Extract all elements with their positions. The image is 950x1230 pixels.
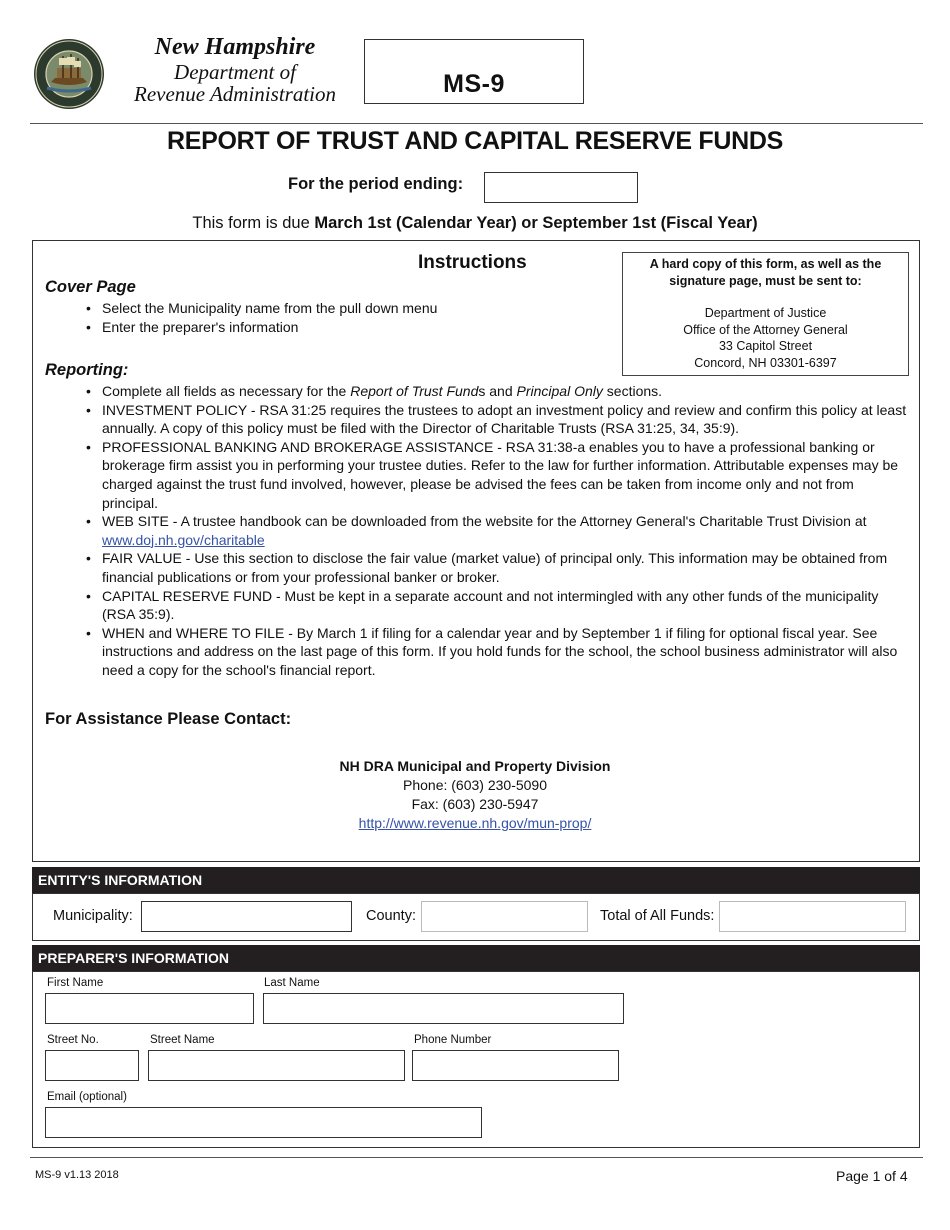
dept-line-2: Revenue Administration (134, 82, 336, 106)
assistance-contact (250, 757, 700, 833)
contact-phone: Phone: (603) 230-5090 (403, 777, 547, 793)
page-number: Page 1 of 4 (836, 1168, 908, 1184)
cover-page-heading: Cover Page (45, 278, 136, 296)
form-version: MS-9 v1.13 2018 (35, 1169, 119, 1181)
contact-fax: Fax: (603) 230-5947 (411, 796, 539, 812)
instructions-heading: Instructions (418, 252, 527, 273)
list-item: • INVESTMENT POLICY - RSA 31:25 requires the trustees to adopt an investment policy and review and confirm this policy at least annually. A copy of this policy must be filed with the Director of Charitable Trusts (RSA 31:25, 34, 35:9). (86, 401, 908, 438)
cover-page-list (86, 299, 606, 336)
due-date-notice (0, 214, 950, 233)
mailing-line-3: 33 Capitol Street (718, 339, 813, 353)
agency-name (130, 33, 340, 105)
list-item: • FAIR VALUE - Use this section to disclose the fair value (market value) of principal only. This information may be obtained from financial publications or from your professional banker or broker. (86, 549, 908, 586)
form-id: MS-9 (443, 70, 505, 98)
assistance-heading: For Assistance Please Contact: (45, 710, 292, 728)
due-dates: March 1st (Calendar Year) or September 1st (Fiscal Year) (314, 214, 758, 232)
dept-line-1: Department of (174, 60, 296, 84)
street-name-input[interactable] (148, 1050, 405, 1081)
page-title: REPORT OF TRUST AND CAPITAL RESERVE FUNDS (167, 127, 783, 155)
first-name-label: First Name (47, 977, 104, 989)
footer-divider (30, 1157, 923, 1158)
street-no-input[interactable] (45, 1050, 139, 1081)
list-item: • WEB SITE - A trustee handbook can be downloaded from the website for the Attorney General's Charitable Trust Division at www.doj.nh.gov/charitable (86, 512, 908, 549)
total-funds-label: Total of All Funds: (600, 908, 715, 924)
state-name: New Hampshire (154, 34, 316, 60)
first-name-input[interactable] (45, 993, 254, 1024)
list-item: • WHEN and WHERE TO FILE - By March 1 if filing for a calendar year and by September 1 if filing for optional fiscal year. See instructions and address on the last page of this form. If you hold funds for the school, the school business administrator will also need a copy for the school's financial report. (86, 624, 908, 680)
email-input[interactable] (45, 1107, 482, 1138)
mailing-heading-1: A hard copy of this form, as well as the (649, 257, 882, 271)
list-item: • Select the Municipality name from the pull down menu (86, 299, 606, 318)
list-item: • Enter the preparer's information (86, 318, 606, 337)
phone-number-label: Phone Number (414, 1034, 492, 1046)
email-label: Email (optional) (47, 1091, 127, 1103)
preparer-section-header: PREPARER'S INFORMATION (32, 945, 920, 971)
last-name-input[interactable] (263, 993, 624, 1024)
reporting-list (86, 382, 908, 680)
period-ending-input[interactable] (484, 172, 638, 203)
contact-org: NH DRA Municipal and Property Division (339, 758, 611, 774)
list-item: • Complete all fields as necessary for the Report of Trust Funds and Principal Only sections. (86, 382, 908, 401)
street-name-label: Street Name (150, 1034, 215, 1046)
due-prefix: This form is due (192, 214, 310, 232)
mailing-line-4: Concord, NH 03301-6397 (694, 355, 837, 370)
total-funds-field[interactable] (719, 901, 906, 932)
mailing-line-2: Office of the Attorney General (683, 322, 848, 337)
period-ending-label: For the period ending: (288, 175, 464, 193)
county-label: County: (366, 908, 416, 924)
municipality-label: Municipality: (53, 908, 133, 924)
street-no-label: Street No. (47, 1034, 99, 1046)
state-seal-logo (33, 38, 105, 110)
entity-section-header: ENTITY'S INFORMATION (32, 867, 920, 893)
mailing-heading-2: signature page, must be sent to: (669, 273, 862, 288)
list-item: • PROFESSIONAL BANKING AND BROKERAGE ASSISTANCE - RSA 31:38-a enables you to have a professional banking or brokerage firm assist you in performing your trustee duties. Refer to the law for further information. Attributable expenses may be charged against the trust fund involved, however, please be advised the fees can be taken from income only and not from principal. (86, 438, 908, 512)
revenue-website-link[interactable]: http://www.revenue.nh.gov/mun-prop/ (358, 815, 592, 831)
header-divider (30, 123, 923, 124)
municipality-select[interactable] (141, 901, 352, 932)
county-field[interactable] (421, 901, 588, 932)
mailing-address-box (622, 252, 909, 376)
charitable-trusts-link[interactable]: www.doj.nh.gov/charitable (102, 531, 265, 548)
phone-number-input[interactable] (412, 1050, 619, 1081)
list-item: • CAPITAL RESERVE FUND - Must be kept in a separate account and not intermingled with any other funds of the municipality (RSA 35:9). (86, 587, 908, 624)
reporting-heading: Reporting: (45, 361, 129, 379)
last-name-label: Last Name (264, 977, 320, 989)
mailing-line-1: Department of Justice (704, 306, 827, 320)
form-id-box (364, 39, 584, 104)
